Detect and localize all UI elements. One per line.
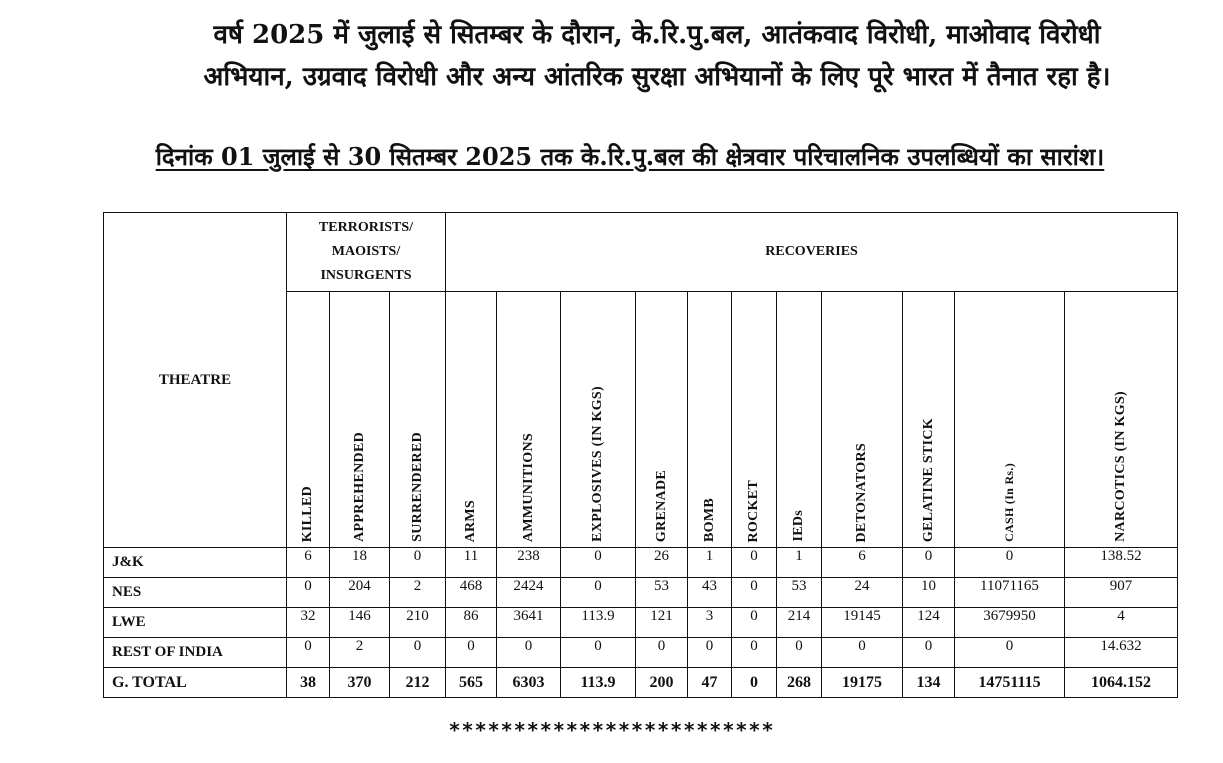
intro-line-1: वर्ष 2025 में जुलाई से सितम्बर के दौरान, के.रि.पु.बल, आतंकवाद विरोधी, माओवाद विरोधी bbox=[213, 20, 1101, 50]
summary-title: दिनांक 01 जुलाई से 30 सितम्बर 2025 तक के.रि.पु.बल की क्षेत्रवार परिचालनिक उपलब्धियों का सारांश। bbox=[155, 142, 1105, 171]
value-cell: 113.9 bbox=[561, 668, 636, 698]
table-row bbox=[104, 548, 1178, 578]
value-cell: 113.9 bbox=[561, 608, 636, 638]
col-header-ieds: IEDs bbox=[777, 292, 822, 548]
value-cell: 2 bbox=[390, 578, 446, 608]
table-row bbox=[104, 578, 1178, 608]
operations-table bbox=[103, 212, 1178, 698]
col-header-ammunitions: AMMUNITIONS bbox=[497, 292, 561, 548]
value-cell: 0 bbox=[732, 608, 777, 638]
value-cell: 53 bbox=[777, 578, 822, 608]
group-header-line: INSURGENTS bbox=[320, 268, 412, 283]
value-cell: 86 bbox=[446, 608, 497, 638]
value-cell: 0 bbox=[903, 548, 955, 578]
value-cell: 238 bbox=[497, 548, 561, 578]
value-cell: 1064.152 bbox=[1065, 668, 1178, 698]
value-cell: 32 bbox=[287, 608, 330, 638]
theatre-cell: J&K bbox=[104, 548, 287, 578]
value-cell: 2 bbox=[330, 638, 390, 668]
value-cell: 0 bbox=[636, 638, 688, 668]
value-cell: 6 bbox=[822, 548, 903, 578]
table-row bbox=[104, 668, 1178, 698]
col-header-gelatine-stick: GELATINE STICK bbox=[903, 292, 955, 548]
value-cell: 204 bbox=[330, 578, 390, 608]
value-cell: 14751115 bbox=[955, 668, 1065, 698]
terrorists-group-header bbox=[287, 213, 446, 292]
recoveries-group-header: RECOVERIES bbox=[446, 213, 1178, 292]
col-header-arms: ARMS bbox=[446, 292, 497, 548]
value-cell: 19145 bbox=[822, 608, 903, 638]
value-cell: 468 bbox=[446, 578, 497, 608]
value-cell: 124 bbox=[903, 608, 955, 638]
value-cell: 0 bbox=[390, 548, 446, 578]
value-cell: 38 bbox=[287, 668, 330, 698]
value-cell: 11071165 bbox=[955, 578, 1065, 608]
value-cell: 3641 bbox=[497, 608, 561, 638]
value-cell: 268 bbox=[777, 668, 822, 698]
value-cell: 47 bbox=[688, 668, 732, 698]
value-cell: 212 bbox=[390, 668, 446, 698]
col-header-bomb: BOMB bbox=[688, 292, 732, 548]
intro-paragraph bbox=[112, 14, 1202, 98]
value-cell: 6303 bbox=[497, 668, 561, 698]
value-cell: 6 bbox=[287, 548, 330, 578]
col-header-cash: CASH (In Rs.) bbox=[955, 292, 1065, 548]
value-cell: 370 bbox=[330, 668, 390, 698]
theatre-cell: NES bbox=[104, 578, 287, 608]
value-cell: 0 bbox=[561, 578, 636, 608]
value-cell: 1 bbox=[688, 548, 732, 578]
col-header-surrendered: SURRENDERED bbox=[390, 292, 446, 548]
value-cell: 0 bbox=[777, 638, 822, 668]
value-cell: 0 bbox=[561, 548, 636, 578]
theatre-cell: G. TOTAL bbox=[104, 668, 287, 698]
col-header-detonators: DETONATORS bbox=[822, 292, 903, 548]
footer-separator: ************************* bbox=[448, 718, 775, 742]
value-cell: 2424 bbox=[497, 578, 561, 608]
col-header-narcotics: NARCOTICS (IN KGS) bbox=[1065, 292, 1178, 548]
col-header-explosives: EXPLOSIVES (IN KGS) bbox=[561, 292, 636, 548]
theatre-header: THEATRE bbox=[104, 213, 287, 548]
value-cell: 0 bbox=[287, 638, 330, 668]
col-header-apprehended: APPREHENDED bbox=[330, 292, 390, 548]
value-cell: 0 bbox=[688, 638, 732, 668]
value-cell: 0 bbox=[955, 638, 1065, 668]
value-cell: 26 bbox=[636, 548, 688, 578]
col-header-grenade: GRENADE bbox=[636, 292, 688, 548]
value-cell: 24 bbox=[822, 578, 903, 608]
value-cell: 19175 bbox=[822, 668, 903, 698]
value-cell: 11 bbox=[446, 548, 497, 578]
value-cell: 4 bbox=[1065, 608, 1178, 638]
value-cell: 214 bbox=[777, 608, 822, 638]
value-cell: 565 bbox=[446, 668, 497, 698]
value-cell: 146 bbox=[330, 608, 390, 638]
group-header-line: TERRORISTS/ bbox=[318, 220, 414, 235]
value-cell: 1 bbox=[777, 548, 822, 578]
value-cell: 0 bbox=[903, 638, 955, 668]
col-header-killed: KILLED bbox=[287, 292, 330, 548]
value-cell: 134 bbox=[903, 668, 955, 698]
table-row bbox=[104, 638, 1178, 668]
value-cell: 0 bbox=[561, 638, 636, 668]
theatre-cell: REST OF INDIA bbox=[104, 638, 287, 668]
value-cell: 43 bbox=[688, 578, 732, 608]
value-cell: 121 bbox=[636, 608, 688, 638]
value-cell: 3679950 bbox=[955, 608, 1065, 638]
value-cell: 0 bbox=[446, 638, 497, 668]
value-cell: 0 bbox=[732, 578, 777, 608]
theatre-cell: LWE bbox=[104, 608, 287, 638]
value-cell: 3 bbox=[688, 608, 732, 638]
col-header-rocket: ROCKET bbox=[732, 292, 777, 548]
value-cell: 210 bbox=[390, 608, 446, 638]
value-cell: 907 bbox=[1065, 578, 1178, 608]
value-cell: 0 bbox=[497, 638, 561, 668]
value-cell: 0 bbox=[732, 638, 777, 668]
value-cell: 0 bbox=[287, 578, 330, 608]
value-cell: 0 bbox=[822, 638, 903, 668]
value-cell: 138.52 bbox=[1065, 548, 1178, 578]
table-body bbox=[104, 548, 1178, 698]
table-row bbox=[104, 608, 1178, 638]
value-cell: 0 bbox=[390, 638, 446, 668]
value-cell: 200 bbox=[636, 668, 688, 698]
value-cell: 0 bbox=[732, 548, 777, 578]
group-header-line: MAOISTS/ bbox=[331, 244, 401, 259]
value-cell: 0 bbox=[955, 548, 1065, 578]
value-cell: 10 bbox=[903, 578, 955, 608]
value-cell: 18 bbox=[330, 548, 390, 578]
intro-line-2: अभियान, उग्रवाद विरोधी और अन्य आंतरिक सुरक्षा अभियानों के लिए पूरे भारत में तैनात रहा है। bbox=[203, 62, 1111, 92]
value-cell: 53 bbox=[636, 578, 688, 608]
value-cell: 14.632 bbox=[1065, 638, 1178, 668]
value-cell: 0 bbox=[732, 668, 777, 698]
